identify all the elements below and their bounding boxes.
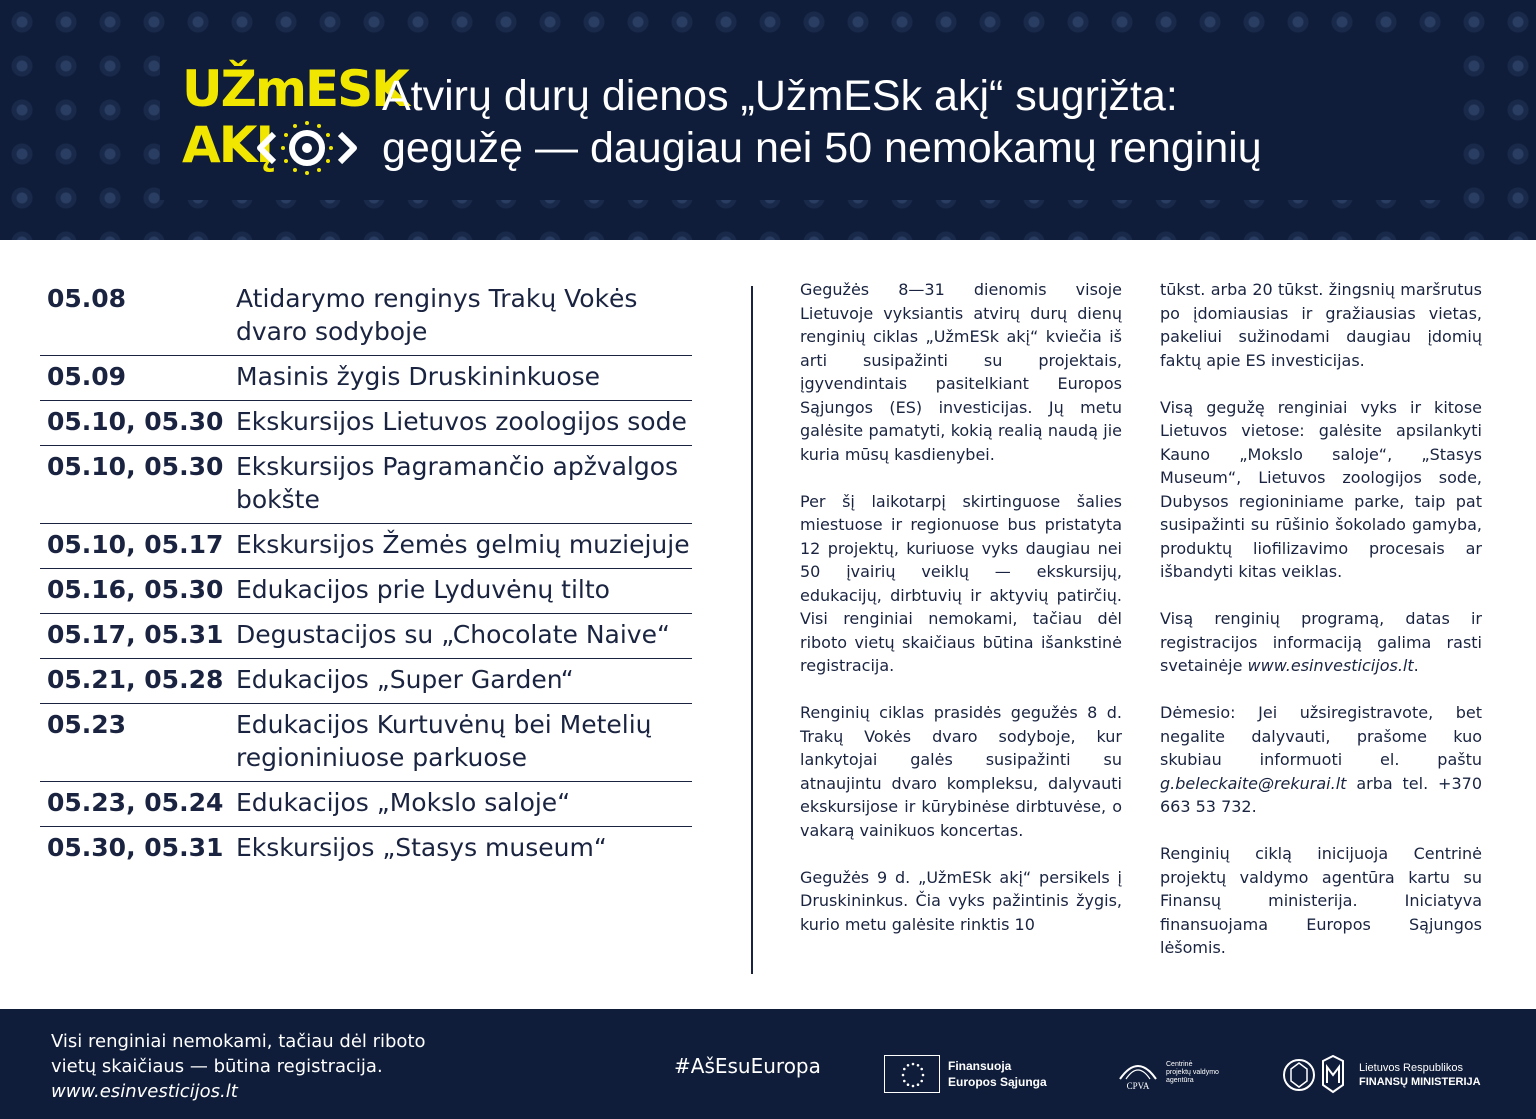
website-link[interactable]: www.esinvesticijos.lt <box>1247 656 1414 675</box>
ministry-emblem-icon <box>1283 1055 1349 1095</box>
schedule-date: 05.23 <box>47 710 127 739</box>
schedule-row <box>40 401 692 446</box>
schedule-date: 05.30, 05.31 <box>47 833 224 862</box>
schedule-row <box>40 524 692 569</box>
schedule-date: 05.10, 05.30 <box>47 452 224 481</box>
eu-line1: Finansuoja <box>948 1059 1012 1073</box>
paragraph-end: . <box>1413 656 1419 675</box>
paragraph: Per šį laikotarpį skirtinguose šalies miestuose ir regionuose bus pristatyta 12 projektų, kuriuose vyks daugiau nei 50 įvairių veiklų — ekskursijų, edukacijų, dirbtuvių ir aktyvių patirčių. Visi renginiai nemokami, tačiau dėl riboto vietų skaičiaus būtina išankstinė registracija. <box>800 491 1122 675</box>
paragraph-text: Visą renginių programą, datas ir registracijos informaciją galima rasti svetainėje <box>1160 609 1482 675</box>
paragraph <box>1160 701 1482 819</box>
schedule-row <box>40 782 692 827</box>
paragraph: Visą gegužę renginiai vyks ir kitose Lietuvos vietose: galėsite apsilankyti Kauno „Mokslo saloje“, „Stasys Museum“, Lietuvos zoologijos sode, Dubysos regioniniame parke, taip pat susipažinti su rūšinio šokolado gamyba, produktų liofilizavimo procesais ar išbandyti kitas veiklas. <box>1160 397 1482 581</box>
cpva-abbr: CPVA <box>1126 1081 1150 1091</box>
eye-icon <box>252 120 362 176</box>
schedule-table <box>40 278 692 871</box>
header-banner <box>0 0 1536 240</box>
paragraph-end: arba tel. +370 663 53 732. <box>1160 773 1483 816</box>
finance-ministry-text <box>1359 1061 1481 1089</box>
footer-line2: vietų skaičiaus — būtina registracija. <box>51 1056 383 1077</box>
logo-line2: AKĮ <box>182 116 273 174</box>
finance-ministry-logo <box>1283 1055 1481 1095</box>
eu-line2: Europos Sąjunga <box>948 1075 1047 1089</box>
schedule-date: 05.10, 05.17 <box>47 530 224 559</box>
schedule-date: 05.17, 05.31 <box>47 620 224 649</box>
cpva-icon <box>1116 1053 1160 1093</box>
logo-line1: UŽmESK <box>182 60 408 118</box>
footer-website-link[interactable]: www.esinvesticijos.lt <box>51 1081 238 1102</box>
schedule-row <box>40 659 692 704</box>
eu-funding-logo <box>884 1053 1047 1095</box>
uzmesk-aki-logo <box>182 60 408 184</box>
headline-line1: Atvirų durų dienos „UžmESk akį“ sugrįžta: <box>382 72 1178 120</box>
schedule-event: Ekskursijos Lietuvos zoologijos sode <box>236 407 687 436</box>
paragraph: Gegužės 8—31 dienomis visoje Lietuvoje vyksiantis atvirų durų dienų renginių ciklas „UžmESk akį“ kviečia iš arti susipažinti su projektais, įgyvendintais pasitelkiant Europos Sąjungos (ES) investicijas. Jų metu galėsite pamatyti, kokią realią naudą jie kuria mūsų kasdienybei. <box>800 280 1122 464</box>
schedule-event: Edukacijos Kurtuvėnų bei Metelių regioniniuose parkuose <box>236 710 652 772</box>
cpva-line3: agentūra <box>1166 1077 1194 1084</box>
column-divider <box>751 286 753 974</box>
eu-flag-icon <box>884 1055 940 1093</box>
cpva-line2: projektų valdymo <box>1166 1069 1219 1076</box>
schedule-date: 05.16, 05.30 <box>47 575 224 604</box>
footer <box>0 1009 1536 1119</box>
article-column-1 <box>800 278 1122 960</box>
schedule-date: 05.10, 05.30 <box>47 407 224 436</box>
schedule-date: 05.08 <box>47 284 127 313</box>
schedule-row <box>40 569 692 614</box>
headline-line2: gegužę — daugiau nei 50 nemokamų renginių <box>382 124 1262 172</box>
footer-note <box>51 1029 511 1104</box>
cpva-line1: Centrinė <box>1166 1061 1193 1068</box>
schedule-event: Edukacijos „Super Garden“ <box>236 665 574 694</box>
schedule-row <box>40 446 692 524</box>
paragraph: Gegužės 9 d. „UžmESk akį“ persikels į Druskininkus. Čia vyks pažintinis žygis, kurio metu galėsite rinktis 10 <box>800 867 1122 934</box>
schedule-date: 05.21, 05.28 <box>47 665 224 694</box>
schedule-event: Atidarymo renginys Trakų Vokės dvaro sodyboje <box>236 284 638 346</box>
schedule-event: Masinis žygis Druskininkuose <box>236 362 601 391</box>
paragraph: tūkst. arba 20 tūkst. žingsnių maršrutus po įdomiausias ir gražiausias vietas, pakeliui sužinodami daugiau įdomių faktų apie ES investicijas. <box>1160 280 1482 370</box>
cpva-text <box>1166 1061 1236 1085</box>
page-title <box>382 70 1442 174</box>
schedule-event: Ekskursijos „Stasys museum“ <box>236 833 607 862</box>
schedule-row <box>40 704 692 782</box>
article-column-2 <box>1160 278 1482 983</box>
schedule-date: 05.09 <box>47 362 127 391</box>
eu-funding-text <box>948 1058 1047 1090</box>
schedule-row <box>40 827 692 871</box>
header-inner <box>160 44 1460 200</box>
schedule-event: Edukacijos „Mokslo saloje“ <box>236 788 571 817</box>
email-link[interactable]: g.beleckaite@rekurai.lt <box>1160 773 1347 793</box>
schedule-row <box>40 614 692 659</box>
schedule-event: Edukacijos prie Lyduvėnų tilto <box>236 575 610 604</box>
paragraph-text: Dėmesio: Jei užsiregistravote, bet negalite dalyvauti, prašome kuo skubiau informuoti el. paštu <box>1160 703 1482 769</box>
ministry-line2: FINANSŲ MINISTERIJA <box>1359 1076 1481 1088</box>
schedule-date: 05.23, 05.24 <box>47 788 224 817</box>
schedule-row <box>40 278 692 356</box>
ministry-line1: Lietuvos Respublikos <box>1359 1062 1463 1074</box>
paragraph: Renginių ciklas prasidės gegužės 8 d. Trakų Vokės dvaro sodyboje, kur lankytojai galės susipažinti su atnaujintu dvaro kompleksu, dalyvauti ekskursijose ir kūrybinėse dirbtuvėse, o vakarą vainikuos koncertas. <box>800 703 1122 840</box>
cpva-logo <box>1116 1053 1236 1093</box>
hashtag: #AšEsuEuropa <box>674 1054 821 1078</box>
paragraph <box>1160 607 1482 678</box>
schedule-row <box>40 356 692 401</box>
schedule-event: Degustacijos su „Chocolate Naive“ <box>236 620 670 649</box>
footer-line1: Visi renginiai nemokami, tačiau dėl riboto <box>51 1031 426 1052</box>
schedule-event: Ekskursijos Pagramančio apžvalgos bokšte <box>236 452 679 514</box>
schedule-event: Ekskursijos Žemės gelmių muziejuje <box>236 530 690 559</box>
paragraph: Renginių ciklą inicijuoja Centrinė projektų valdymo agentūra kartu su Finansų ministerija. Iniciatyva finansuojama Europos Sąjungos lėšomis. <box>1160 844 1482 957</box>
